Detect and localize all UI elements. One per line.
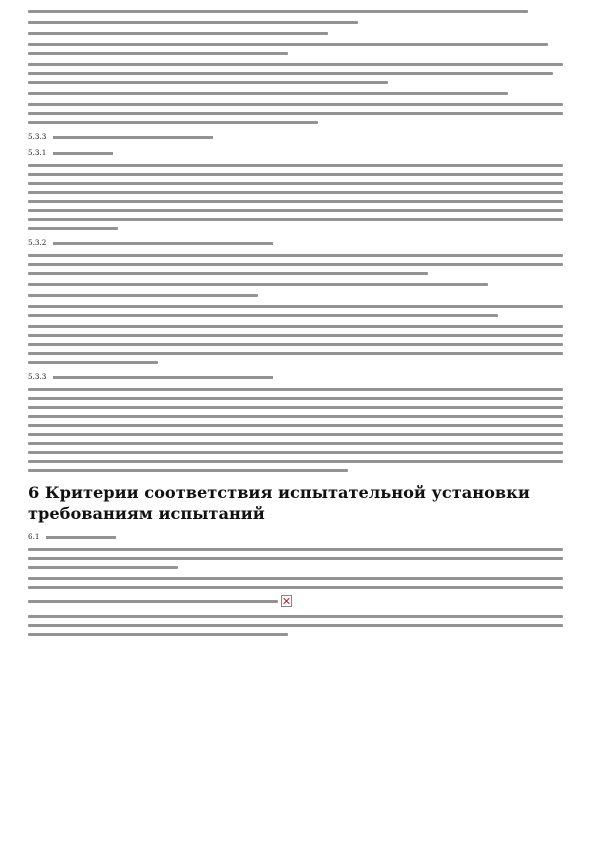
text-line: [28, 10, 528, 13]
paragraph: [28, 103, 568, 124]
text-line: [28, 325, 563, 328]
clause-heading: [28, 532, 568, 542]
clause-number: 5.3.3: [28, 372, 47, 381]
text-line: [28, 548, 563, 551]
paragraph: [28, 283, 568, 286]
text-line: [28, 334, 563, 337]
text-line: [28, 263, 563, 266]
text-line: [28, 586, 563, 589]
section-heading: 6 Критерии соответствия испытательной установки требованиям испытаний: [28, 483, 530, 523]
paragraph: [28, 92, 568, 95]
text-line: [28, 633, 288, 636]
text-line: [28, 406, 563, 409]
text-line: [28, 21, 358, 24]
text-line: [28, 52, 288, 55]
text-line: [28, 63, 563, 66]
text-line: [28, 388, 563, 391]
text-line: [28, 43, 548, 46]
paragraph: [28, 388, 568, 472]
clause-heading: [28, 238, 568, 248]
clause-heading: [28, 132, 568, 142]
text-line: [28, 460, 563, 463]
text-line: [28, 577, 563, 580]
text-line: [28, 191, 563, 194]
text-line: [28, 121, 318, 124]
paragraph: [28, 10, 568, 13]
text-line: [28, 283, 488, 286]
text-line: [28, 615, 563, 618]
paragraph: [28, 294, 568, 297]
text-line: [28, 32, 328, 35]
text-line: [28, 469, 348, 472]
text-line: [28, 103, 563, 106]
text-line: [28, 557, 563, 560]
paragraph: [28, 325, 568, 364]
paragraph: [28, 21, 568, 24]
paragraph: [28, 305, 568, 317]
text-line: [28, 415, 563, 418]
text-line: [28, 81, 388, 84]
clause-title: [53, 376, 273, 379]
clause-heading: [28, 148, 568, 158]
paragraph: [28, 32, 568, 35]
clause-title: [46, 536, 116, 539]
text-line: [28, 352, 563, 355]
paragraph: [28, 43, 568, 55]
text-line: [28, 343, 563, 346]
text-line: [28, 305, 563, 308]
clause-heading: [28, 372, 568, 382]
text-line: [28, 451, 563, 454]
text-line: [28, 397, 563, 400]
clause-title: [53, 136, 213, 139]
text-line: [28, 361, 158, 364]
clause-number: 5.3.1: [28, 148, 47, 157]
text-line: [28, 624, 563, 627]
text-line: [28, 566, 178, 569]
clause-number: 5.3.2: [28, 238, 47, 247]
paragraph: [28, 164, 568, 230]
paragraph: [28, 254, 568, 275]
text-line: [28, 442, 563, 445]
text-line: [28, 173, 563, 176]
text-line: [28, 424, 563, 427]
clause-number: 5.3.3: [28, 132, 47, 141]
text-line: [28, 272, 428, 275]
text-line: [28, 182, 563, 185]
text-line-with-image: [28, 595, 568, 607]
paragraph: [28, 615, 568, 636]
text-line: [28, 200, 563, 203]
document-page: [28, 10, 568, 644]
text-line: [28, 600, 278, 603]
text-line: [28, 92, 508, 95]
text-line: [28, 164, 563, 167]
broken-image-icon[interactable]: [281, 595, 292, 607]
paragraph: [28, 577, 568, 607]
text-line: [28, 218, 563, 221]
text-line: [28, 72, 553, 75]
paragraph: [28, 548, 568, 569]
text-line: [28, 433, 563, 436]
text-line: [28, 112, 563, 115]
text-line: [28, 314, 498, 317]
text-line: [28, 254, 563, 257]
text-line: [28, 294, 258, 297]
text-line: [28, 227, 118, 230]
clause-title: [53, 242, 273, 245]
clause-number: 6.1: [28, 532, 40, 541]
clause-title: [53, 152, 113, 155]
text-line: [28, 209, 563, 212]
paragraph: [28, 63, 568, 84]
